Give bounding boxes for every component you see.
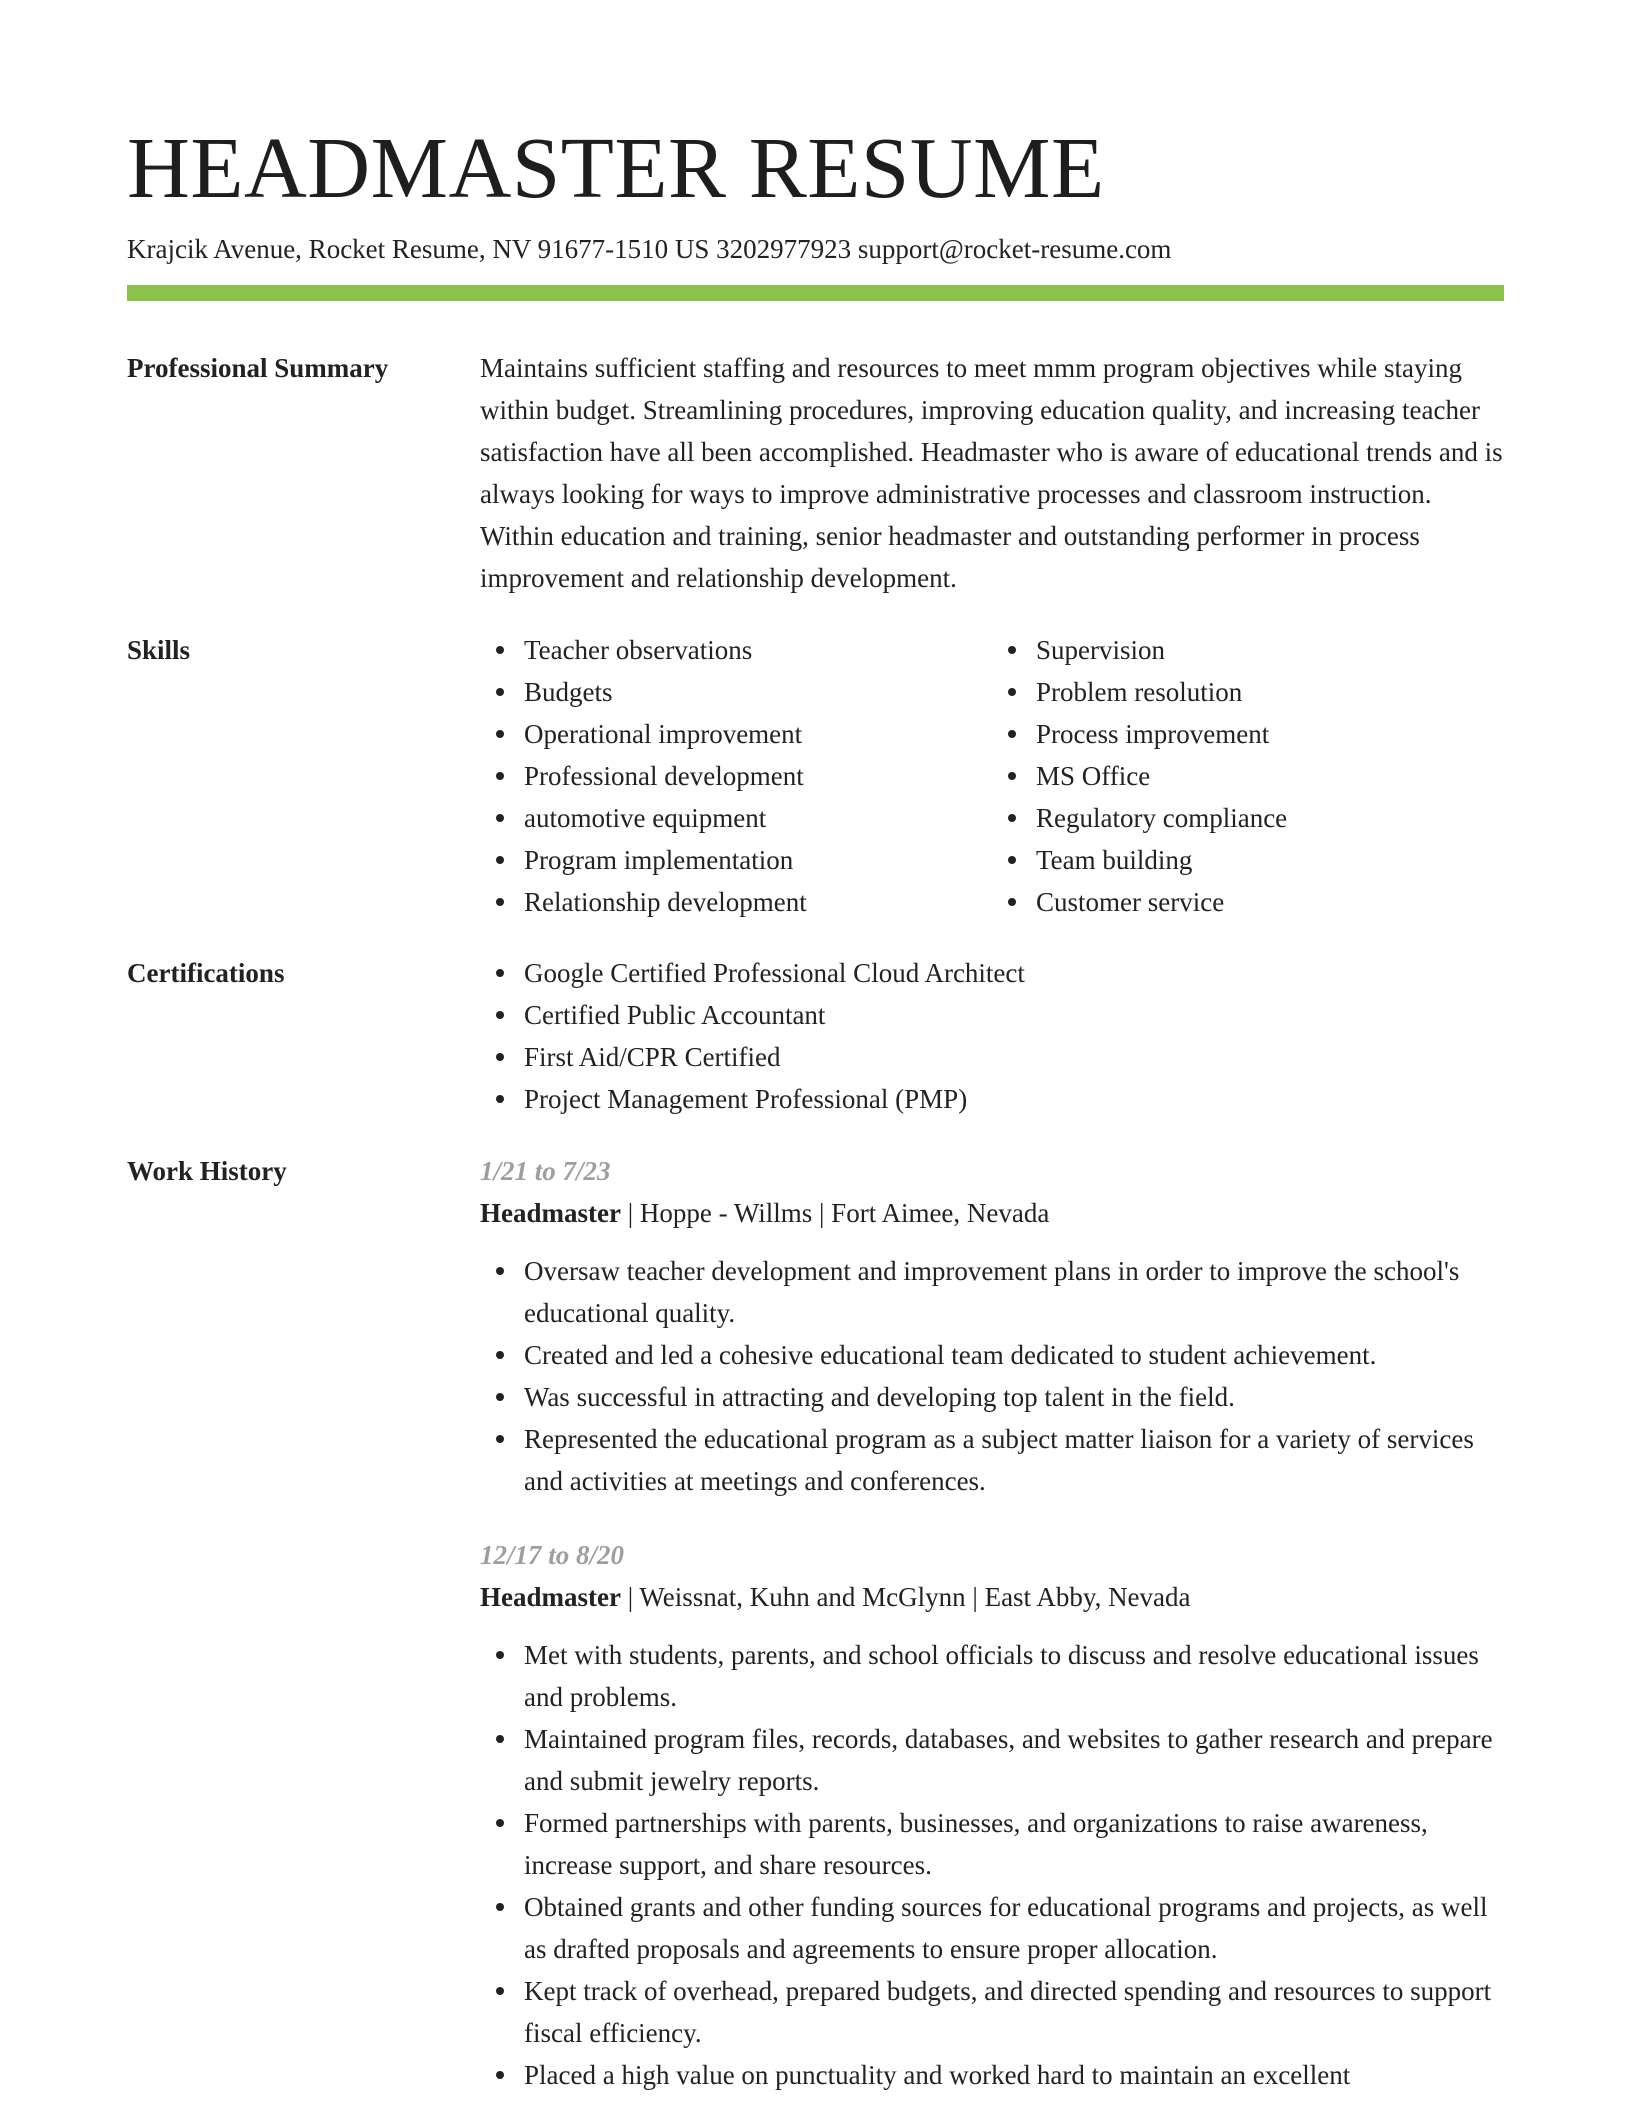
- work-history-heading: Work History: [127, 1156, 287, 1186]
- job-bullet: Oversaw teacher development and improvement plans in order to improve the school's educational quality.: [524, 1250, 1504, 1334]
- job-bullet: Maintained program files, records, databases, and websites to gather research and prepare and submit jewelry reports.: [524, 1718, 1504, 1802]
- job-role: Headmaster: [480, 1582, 621, 1612]
- job-entry: [480, 1534, 1504, 2096]
- certification-item: Project Management Professional (PMP): [524, 1078, 1504, 1120]
- skills-column-2: [992, 629, 1504, 923]
- summary-text: Maintains sufficient staffing and resources to meet mmm program objectives while staying within budget. Streamlining procedures, improving education quality, and increasing teacher satisfaction have all been accomplished. Headmaster who is aware of educational trends and is always looking for ways to improve administrative processes and classroom instruction. Within education and training, senior headmaster and outstanding performer in process improvement and relationship development.: [480, 353, 1503, 593]
- job-bullets: [480, 1250, 1504, 1502]
- skill-item: Relationship development: [524, 881, 992, 923]
- job-bullet: Represented the educational program as a subject matter liaison for a variety of services and activities at meetings and conferences.: [524, 1418, 1504, 1502]
- job-bullet: Kept track of overhead, prepared budgets, and directed spending and resources to support fiscal efficiency.: [524, 1970, 1504, 2054]
- job-bullet: Obtained grants and other funding sources for educational programs and projects, as well as drafted proposals and agreements to ensure proper allocation.: [524, 1886, 1504, 1970]
- skill-item: Customer service: [1036, 881, 1504, 923]
- certification-item: Certified Public Accountant: [524, 994, 1504, 1036]
- job-details: | Hoppe - Willms | Fort Aimee, Nevada: [620, 1198, 1050, 1228]
- skill-item: Process improvement: [1036, 713, 1504, 755]
- summary-heading: Professional Summary: [127, 353, 389, 383]
- skills-body: [480, 629, 1504, 923]
- skill-item: Regulatory compliance: [1036, 797, 1504, 839]
- job-details: | Weissnat, Kuhn and McGlynn | East Abby, Nevada: [620, 1582, 1191, 1612]
- contact-info: Krajcik Avenue, Rocket Resume, NV 91677-1510 US 3202977923 support@rocket-resume.com: [127, 234, 1172, 264]
- skill-item: Professional development: [524, 755, 992, 797]
- job-entry: [480, 1150, 1504, 1502]
- summary-body: [480, 347, 1504, 599]
- job-bullet: Formed partnerships with parents, businesses, and organizations to raise awareness, increase support, and share resources.: [524, 1802, 1504, 1886]
- skill-item: Team building: [1036, 839, 1504, 881]
- job-bullet: Was successful in attracting and developing top talent in the field.: [524, 1376, 1504, 1418]
- header-divider: [127, 285, 1504, 301]
- skills-column-1: [480, 629, 992, 923]
- job-title-line: [480, 1192, 1504, 1234]
- skill-item: Supervision: [1036, 629, 1504, 671]
- job-title-line: [480, 1576, 1504, 1618]
- resume-title: HEADMASTER RESUME: [127, 119, 1105, 216]
- job-role: Headmaster: [480, 1198, 621, 1228]
- certification-item: First Aid/CPR Certified: [524, 1036, 1504, 1078]
- certification-item: Google Certified Professional Cloud Architect: [524, 952, 1504, 994]
- job-dates: 12/17 to 8/20: [480, 1540, 625, 1570]
- skill-item: Program implementation: [524, 839, 992, 881]
- skill-item: MS Office: [1036, 755, 1504, 797]
- certifications-list: [480, 952, 1504, 1120]
- skill-item: automotive equipment: [524, 797, 992, 839]
- job-bullet: Placed a high value on punctuality and worked hard to maintain an excellent: [524, 2054, 1504, 2096]
- skills-heading: Skills: [127, 635, 191, 665]
- certifications-heading: Certifications: [127, 958, 285, 988]
- skill-item: Problem resolution: [1036, 671, 1504, 713]
- skill-item: Operational improvement: [524, 713, 992, 755]
- job-bullet: Met with students, parents, and school officials to discuss and resolve educational issues and problems.: [524, 1634, 1504, 1718]
- certifications-body: [480, 952, 1504, 1120]
- job-bullet: Created and led a cohesive educational team dedicated to student achievement.: [524, 1334, 1504, 1376]
- work-history-body: [480, 1150, 1504, 2096]
- skill-item: Budgets: [524, 671, 992, 713]
- job-dates: 1/21 to 7/23: [480, 1156, 611, 1186]
- skill-item: Teacher observations: [524, 629, 992, 671]
- job-bullets: [480, 1634, 1504, 2096]
